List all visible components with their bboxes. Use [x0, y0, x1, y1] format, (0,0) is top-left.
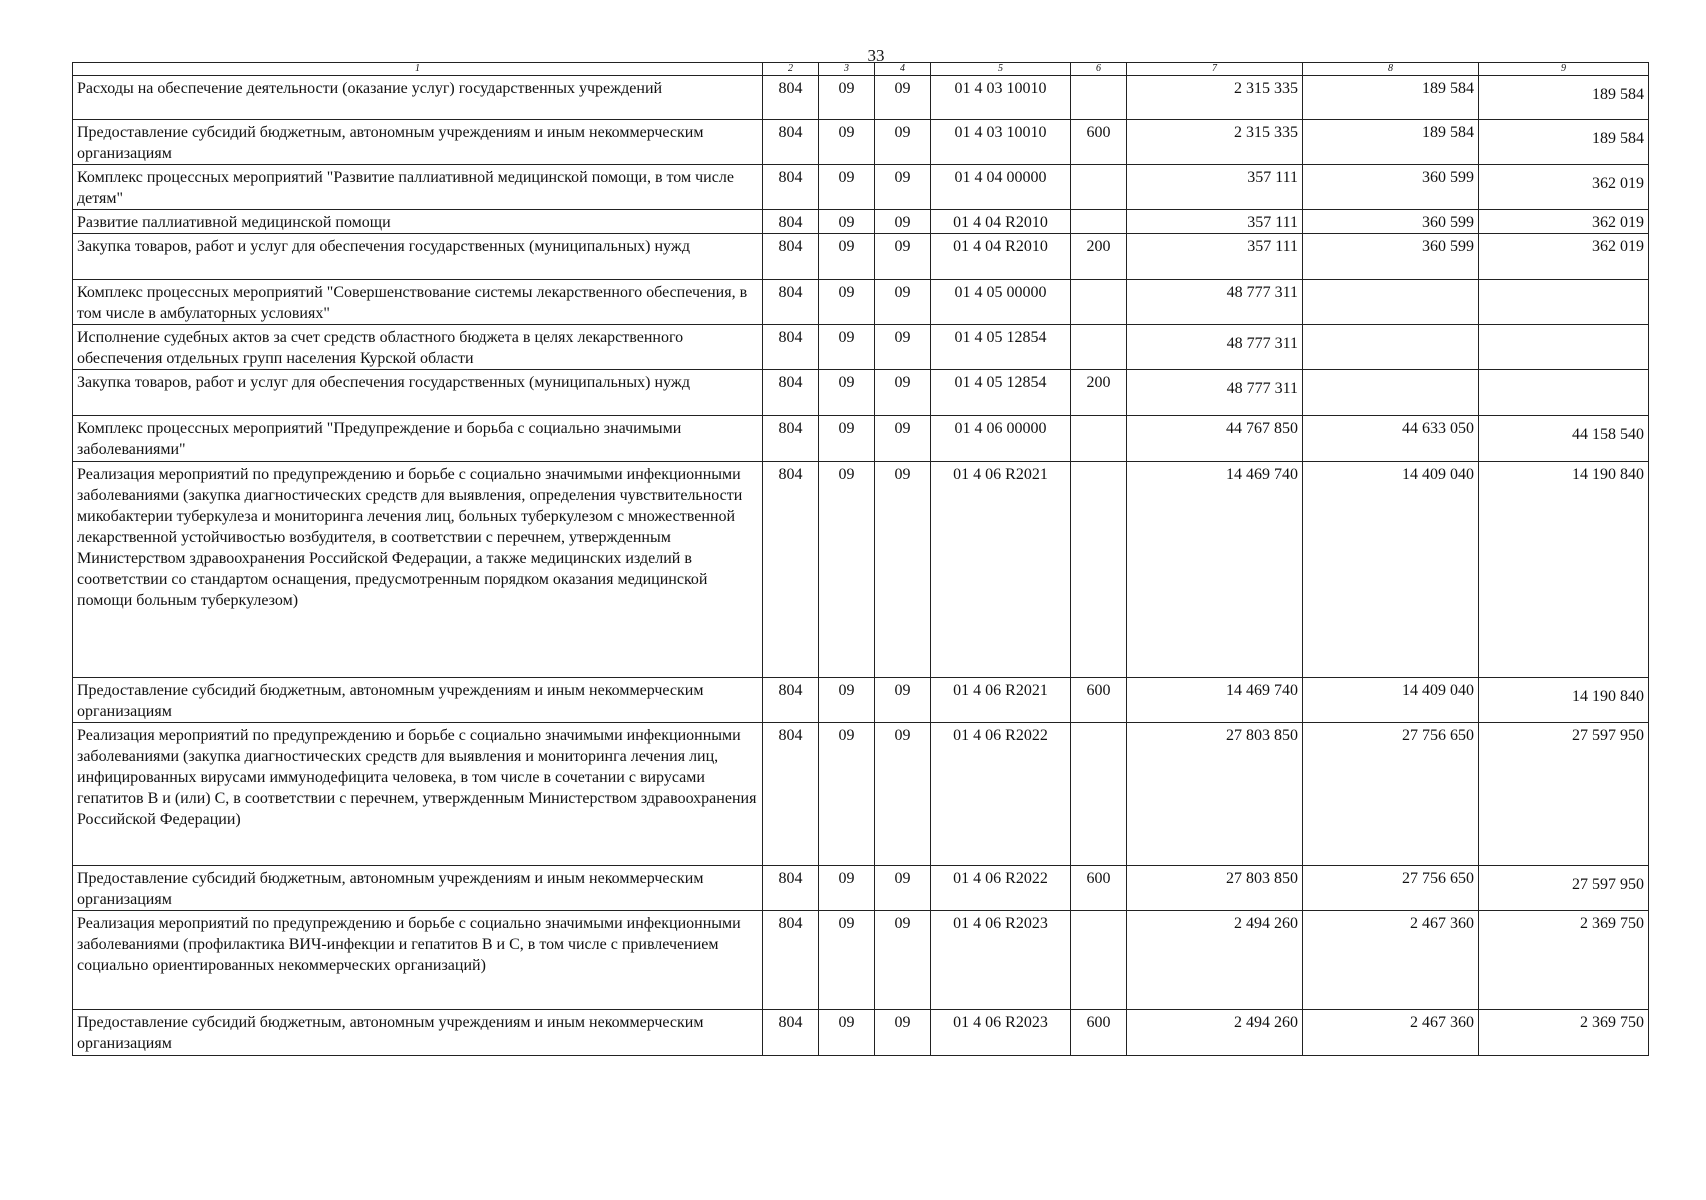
target-article-code: 01 4 06 R2022 — [931, 723, 1071, 866]
table-row — [73, 165, 1649, 210]
expense-type-code: 600 — [1071, 678, 1127, 723]
ministry-code: 804 — [763, 723, 819, 866]
expense-type-code — [1071, 165, 1127, 210]
expense-name: Комплекс процессных мероприятий "Развитие паллиативной медицинской помощи, в том числе детям" — [73, 165, 763, 210]
column-number: 8 — [1303, 63, 1479, 76]
ministry-code: 804 — [763, 234, 819, 280]
ministry-code: 804 — [763, 165, 819, 210]
target-article-code: 01 4 04 R2010 — [931, 234, 1071, 280]
expense-name: Комплекс процессных мероприятий "Совершенствование системы лекарственного обеспечения, в том числе в амбулаторных условиях" — [73, 280, 763, 325]
expense-type-code: 200 — [1071, 234, 1127, 280]
subsection-code: 09 — [875, 165, 931, 210]
subsection-code: 09 — [875, 76, 931, 120]
target-article-code: 01 4 03 10010 — [931, 120, 1071, 165]
expense-name: Развитие паллиативной медицинской помощи — [73, 210, 763, 234]
ministry-code: 804 — [763, 866, 819, 911]
section-code: 09 — [819, 280, 875, 325]
amount-col9 — [1479, 370, 1649, 416]
subsection-code: 09 — [875, 416, 931, 462]
amount-col7: 2 315 335 — [1127, 76, 1303, 120]
ministry-code: 804 — [763, 678, 819, 723]
ministry-code: 804 — [763, 1010, 819, 1056]
expense-name: Предоставление субсидий бюджетным, автономным учреждениям и иным некоммерческим организациям — [73, 120, 763, 165]
amount-col9: 44 158 540 — [1479, 416, 1649, 462]
section-code: 09 — [819, 1010, 875, 1056]
subsection-code: 09 — [875, 1010, 931, 1056]
amount-col7: 2 494 260 — [1127, 911, 1303, 1010]
amount-col7: 27 803 850 — [1127, 866, 1303, 911]
expense-type-code — [1071, 280, 1127, 325]
amount-col7: 2 494 260 — [1127, 1010, 1303, 1056]
amount-col8 — [1303, 325, 1479, 370]
column-number: 6 — [1071, 63, 1127, 76]
amount-col8 — [1303, 370, 1479, 416]
expense-name: Закупка товаров, работ и услуг для обеспечения государственных (муниципальных) нужд — [73, 370, 763, 416]
amount-col8: 189 584 — [1303, 76, 1479, 120]
expense-name: Закупка товаров, работ и услуг для обеспечения государственных (муниципальных) нужд — [73, 234, 763, 280]
page-number: 33 — [867, 46, 885, 65]
amount-col8: 2 467 360 — [1303, 1010, 1479, 1056]
section-code: 09 — [819, 76, 875, 120]
column-number: 1 — [73, 63, 763, 76]
expense-type-code — [1071, 911, 1127, 1010]
expense-name: Предоставление субсидий бюджетным, автономным учреждениям и иным некоммерческим организациям — [73, 678, 763, 723]
expense-type-code: 600 — [1071, 120, 1127, 165]
amount-col9: 14 190 840 — [1479, 678, 1649, 723]
table-row — [73, 723, 1649, 866]
amount-col8: 2 467 360 — [1303, 911, 1479, 1010]
section-code: 09 — [819, 866, 875, 911]
subsection-code: 09 — [875, 210, 931, 234]
subsection-code: 09 — [875, 911, 931, 1010]
table-row — [73, 1010, 1649, 1056]
expense-type-code — [1071, 76, 1127, 120]
target-article-code: 01 4 04 R2010 — [931, 210, 1071, 234]
budget-table — [72, 62, 1649, 1056]
section-code: 09 — [819, 370, 875, 416]
target-article-code: 01 4 06 R2022 — [931, 866, 1071, 911]
amount-col9: 362 019 — [1479, 210, 1649, 234]
table-row — [73, 866, 1649, 911]
table-row — [73, 210, 1649, 234]
amount-col9: 27 597 950 — [1479, 723, 1649, 866]
amount-col9: 14 190 840 — [1479, 462, 1649, 678]
table-row — [73, 76, 1649, 120]
amount-col8: 360 599 — [1303, 234, 1479, 280]
target-article-code: 01 4 06 R2021 — [931, 462, 1071, 678]
expense-type-code — [1071, 210, 1127, 234]
amount-col9: 362 019 — [1479, 234, 1649, 280]
expense-type-code: 600 — [1071, 866, 1127, 911]
column-number: 2 — [763, 63, 819, 76]
table-row — [73, 462, 1649, 678]
section-code: 09 — [819, 234, 875, 280]
expense-type-code: 200 — [1071, 370, 1127, 416]
amount-col9: 362 019 — [1479, 165, 1649, 210]
target-article-code: 01 4 03 10010 — [931, 76, 1071, 120]
expense-type-code — [1071, 462, 1127, 678]
amount-col8: 360 599 — [1303, 210, 1479, 234]
subsection-code: 09 — [875, 280, 931, 325]
amount-col9: 27 597 950 — [1479, 866, 1649, 911]
section-code: 09 — [819, 210, 875, 234]
target-article-code: 01 4 05 00000 — [931, 280, 1071, 325]
subsection-code: 09 — [875, 723, 931, 866]
amount-col7: 14 469 740 — [1127, 678, 1303, 723]
table-row — [73, 280, 1649, 325]
section-code: 09 — [819, 723, 875, 866]
expense-name: Реализация мероприятий по предупреждению и борьбе с социально значимыми инфекционными заболеваниями (закупка диагностических средств для выявления, определения чувствительности микобактерии туберкулеза и мониторинга лечения лиц, больных туберкулезом с множественной лекарственной устойчивостью возбудителя, в соответствии с перечнем, утвержденным Министерством здравоохранения Российской Федерации, а также медицинских изделий в соответствии со стандартом оснащения, предусмотренным порядком оказания медицинской помощи больным туберкулезом) — [73, 462, 763, 678]
section-code: 09 — [819, 462, 875, 678]
amount-col7: 48 777 311 — [1127, 325, 1303, 370]
amount-col8: 27 756 650 — [1303, 723, 1479, 866]
subsection-code: 09 — [875, 120, 931, 165]
amount-col9: 189 584 — [1479, 76, 1649, 120]
column-number: 3 — [819, 63, 875, 76]
table-row — [73, 370, 1649, 416]
table-row — [73, 234, 1649, 280]
expense-name: Реализация мероприятий по предупреждению и борьбе с социально значимыми инфекционными заболеваниями (профилактика ВИЧ-инфекции и гепатитов B и C, в том числе с привлечением социально ориентированных некоммерческих организаций) — [73, 911, 763, 1010]
column-number: 7 — [1127, 63, 1303, 76]
amount-col8: 189 584 — [1303, 120, 1479, 165]
expense-type-code — [1071, 325, 1127, 370]
ministry-code: 804 — [763, 370, 819, 416]
amount-col7: 44 767 850 — [1127, 416, 1303, 462]
table-row — [73, 120, 1649, 165]
ministry-code: 804 — [763, 462, 819, 678]
amount-col7: 27 803 850 — [1127, 723, 1303, 866]
subsection-code: 09 — [875, 325, 931, 370]
amount-col8 — [1303, 280, 1479, 325]
table-row — [73, 325, 1649, 370]
section-code: 09 — [819, 165, 875, 210]
expense-name: Комплекс процессных мероприятий "Предупреждение и борьба с социально значимыми заболеваниями" — [73, 416, 763, 462]
ministry-code: 804 — [763, 280, 819, 325]
amount-col9: 2 369 750 — [1479, 911, 1649, 1010]
ministry-code: 804 — [763, 911, 819, 1010]
section-code: 09 — [819, 325, 875, 370]
amount-col8: 44 633 050 — [1303, 416, 1479, 462]
target-article-code: 01 4 05 12854 — [931, 325, 1071, 370]
expense-type-code: 600 — [1071, 1010, 1127, 1056]
target-article-code: 01 4 05 12854 — [931, 370, 1071, 416]
column-number-row — [73, 63, 1649, 76]
section-code: 09 — [819, 120, 875, 165]
target-article-code: 01 4 06 R2023 — [931, 1010, 1071, 1056]
amount-col8: 360 599 — [1303, 165, 1479, 210]
table-row — [73, 416, 1649, 462]
amount-col7: 48 777 311 — [1127, 280, 1303, 325]
amount-col9: 189 584 — [1479, 120, 1649, 165]
amount-col9 — [1479, 280, 1649, 325]
expense-type-code — [1071, 723, 1127, 866]
column-number: 5 — [931, 63, 1071, 76]
target-article-code: 01 4 04 00000 — [931, 165, 1071, 210]
table-row — [73, 678, 1649, 723]
ministry-code: 804 — [763, 416, 819, 462]
ministry-code: 804 — [763, 120, 819, 165]
amount-col9 — [1479, 325, 1649, 370]
expense-name: Исполнение судебных актов за счет средств областного бюджета в целях лекарственного обеспечения отдельных групп населения Курской области — [73, 325, 763, 370]
section-code: 09 — [819, 678, 875, 723]
amount-col7: 357 111 — [1127, 234, 1303, 280]
amount-col7: 48 777 311 — [1127, 370, 1303, 416]
table-row — [73, 911, 1649, 1010]
amount-col8: 14 409 040 — [1303, 462, 1479, 678]
amount-col7: 357 111 — [1127, 165, 1303, 210]
expense-name: Расходы на обеспечение деятельности (оказание услуг) государственных учреждений — [73, 76, 763, 120]
target-article-code: 01 4 06 R2021 — [931, 678, 1071, 723]
amount-col8: 27 756 650 — [1303, 866, 1479, 911]
column-number: 4 — [875, 63, 931, 76]
expense-name: Предоставление субсидий бюджетным, автономным учреждениям и иным некоммерческим организациям — [73, 866, 763, 911]
amount-col9: 2 369 750 — [1479, 1010, 1649, 1056]
subsection-code: 09 — [875, 370, 931, 416]
amount-col7: 357 111 — [1127, 210, 1303, 234]
expense-name: Предоставление субсидий бюджетным, автономным учреждениям и иным некоммерческим организациям — [73, 1010, 763, 1056]
ministry-code: 804 — [763, 210, 819, 234]
expense-type-code — [1071, 416, 1127, 462]
amount-col7: 14 469 740 — [1127, 462, 1303, 678]
target-article-code: 01 4 06 00000 — [931, 416, 1071, 462]
amount-col8: 14 409 040 — [1303, 678, 1479, 723]
subsection-code: 09 — [875, 866, 931, 911]
ministry-code: 804 — [763, 325, 819, 370]
expense-name: Реализация мероприятий по предупреждению и борьбе с социально значимыми инфекционными заболеваниями (закупка диагностических средств для выявления и мониторинга лечения лиц, инфицированных вирусами иммунодефицита человека, в том числе в сочетании с вирусами гепатитов B и (или) C, в соответствии с перечнем, утвержденным Министерством здравоохранения Российской Федерации) — [73, 723, 763, 866]
subsection-code: 09 — [875, 234, 931, 280]
ministry-code: 804 — [763, 76, 819, 120]
column-number: 9 — [1479, 63, 1649, 76]
subsection-code: 09 — [875, 678, 931, 723]
section-code: 09 — [819, 911, 875, 1010]
target-article-code: 01 4 06 R2023 — [931, 911, 1071, 1010]
amount-col7: 2 315 335 — [1127, 120, 1303, 165]
subsection-code: 09 — [875, 462, 931, 678]
section-code: 09 — [819, 416, 875, 462]
